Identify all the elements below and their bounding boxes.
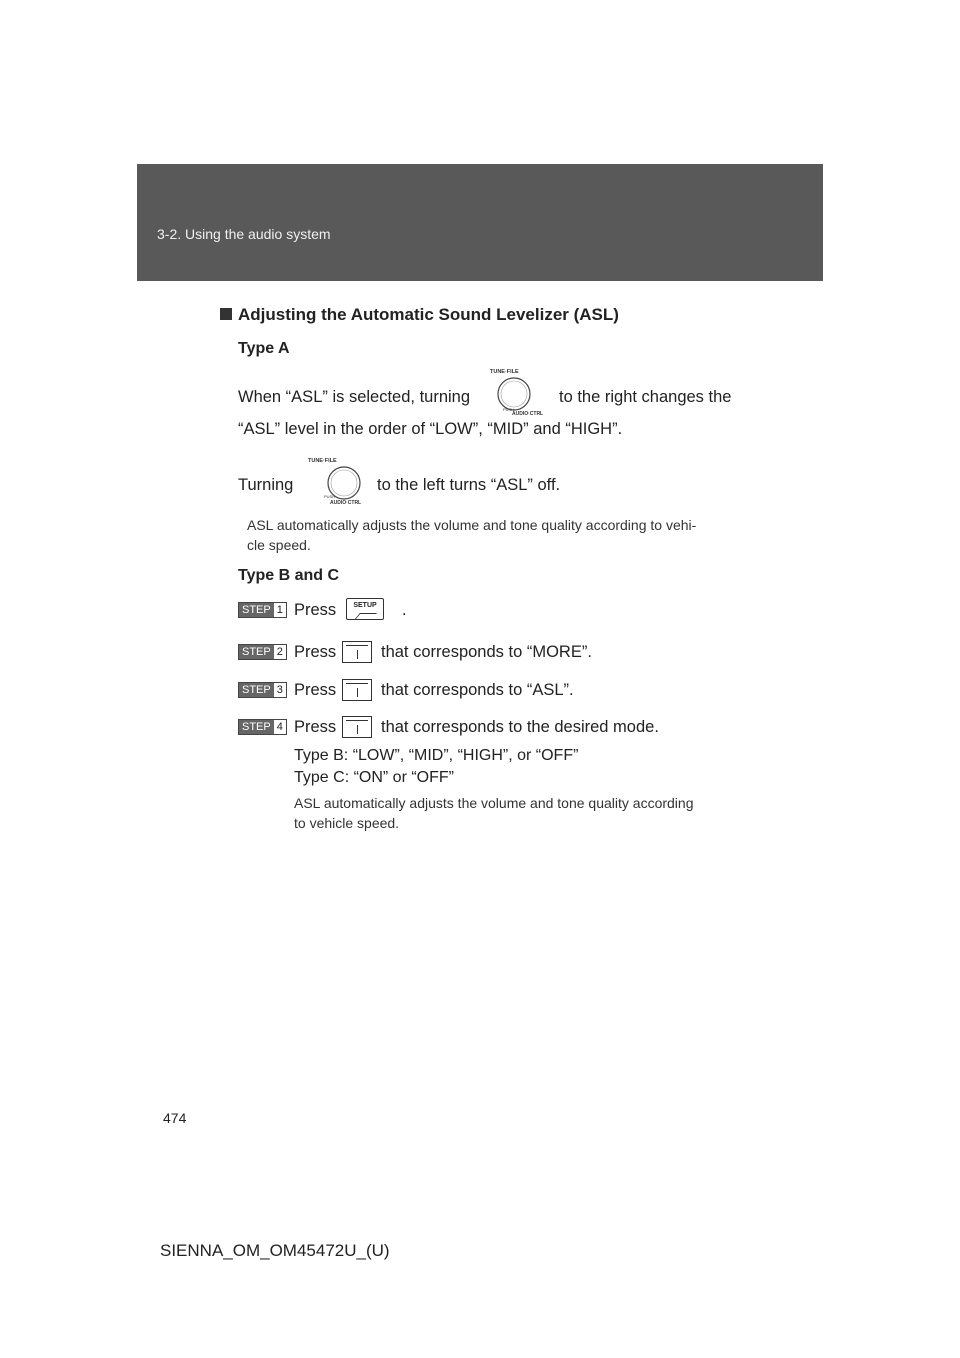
type-a-text-2: “ASL” level in the order of “LOW”, “MID” and “HIGH”. [238,420,623,438]
step-number: 3 [274,683,286,697]
type-a-note-2: cle speed. [247,537,311,553]
type-a-note-1: ASL automatically adjusts the volume and tone quality according to vehi- [247,517,697,533]
type-a-text-3b: to the left turns “ASL” off. [377,476,561,494]
tune-file-knob-icon [486,366,548,416]
type-b-options: Type B: “LOW”, “MID”, “HIGH”, or “OFF” [294,747,579,764]
tune-file-knob-icon-2 [304,455,366,505]
preset-button-icon [342,716,372,738]
step-word: STEP [239,603,274,617]
step-4-text-a: Press [294,718,337,736]
knob-top-label: TUNE·FILE [490,369,519,375]
preset-button-icon [342,679,372,701]
knob-push-label: PUSH [503,407,515,412]
heading-text: Adjusting the Automatic Sound Levelizer (ASL) [238,305,619,324]
step-1-text-a: Press [294,601,337,619]
knob-bottom-label: AUDIO·CTRL [512,411,544,416]
step-word: STEP [239,720,274,734]
type-a-label: Type A [238,340,290,357]
header-band [137,164,823,281]
section-title: 3-2. Using the audio system [157,226,331,242]
step-3-text-b: that corresponds to “ASL”. [381,681,574,699]
step-number: 1 [274,603,286,617]
type-bc-note-1: ASL automatically adjusts the volume and tone quality according [294,795,694,811]
step-4-text-b: that corresponds to the desired mode. [381,718,659,736]
section-heading [220,305,619,325]
step-2-text-a: Press [294,643,337,661]
type-c-options: Type C: “ON” or “OFF” [294,769,454,786]
preset-button-icon [342,641,372,663]
page-number: 474 [163,1110,187,1126]
document-footer: SIENNA_OM_OM45472U_(U) [160,1241,390,1260]
type-a-text-1b: to the right changes the [559,388,732,406]
step-badge-3 [238,682,287,698]
type-a-text-1a: When “ASL” is selected, turning [238,388,471,406]
knob-push-label-2: PUSH [324,494,336,499]
step-number: 4 [274,720,286,734]
step-number: 2 [274,645,286,659]
type-a-text-3a: Turning [238,476,294,494]
step-word: STEP [239,645,274,659]
step-word: STEP [239,683,274,697]
type-bc-label: Type B and C [238,567,340,584]
square-bullet-icon [220,308,232,320]
knob-top-label-2: TUNE·FILE [308,458,337,464]
step-2-text-b: that corresponds to “MORE”. [381,643,592,661]
step-badge-4 [238,719,287,735]
step-3-text-a: Press [294,681,337,699]
step-badge-1 [238,602,287,618]
step-1-text-b: . [402,601,407,619]
setup-button-icon: SETUP [346,598,384,620]
type-bc-note-2: to vehicle speed. [294,815,400,831]
step-badge-2 [238,644,287,660]
knob-bottom-label-2: AUDIO·CTRL [330,500,362,505]
